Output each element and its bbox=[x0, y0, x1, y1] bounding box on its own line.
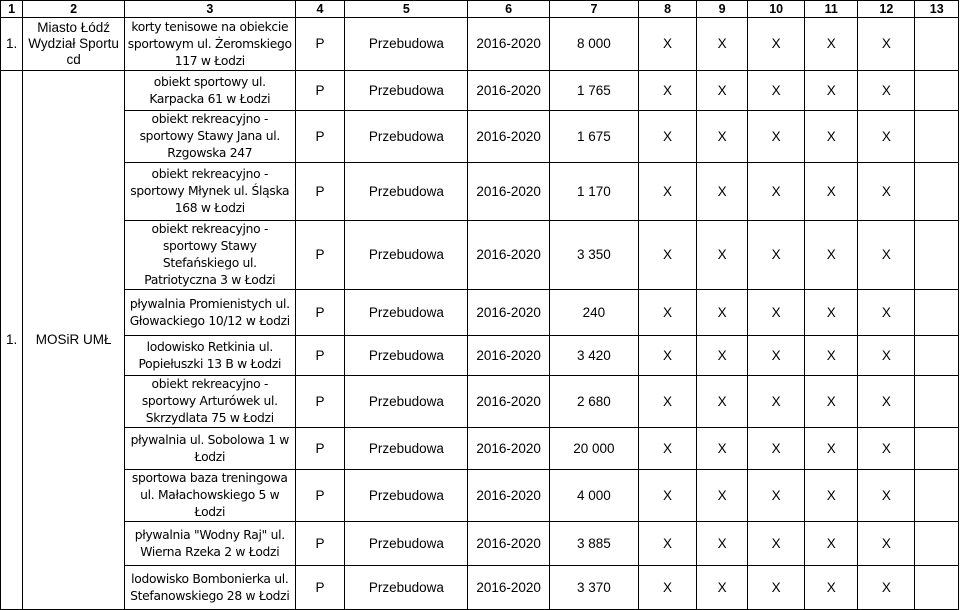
empty-cell bbox=[915, 470, 959, 522]
table-row bbox=[1, 221, 959, 290]
x-cell: X bbox=[697, 566, 748, 610]
type-cell: P bbox=[295, 522, 345, 566]
x-cell: X bbox=[638, 522, 696, 566]
object-cell: pływalnia "Wodny Raj" ul. Wierna Rzeka 2 w Łodzi bbox=[124, 522, 295, 566]
x-cell: X bbox=[748, 470, 805, 522]
empty-cell bbox=[915, 290, 959, 336]
amount-cell: 2 680 bbox=[549, 376, 638, 428]
empty-cell bbox=[915, 18, 959, 71]
amount-cell: 1 765 bbox=[549, 71, 638, 111]
x-cell: X bbox=[858, 18, 915, 71]
x-cell: X bbox=[748, 522, 805, 566]
x-cell: X bbox=[638, 71, 696, 111]
x-cell: X bbox=[697, 522, 748, 566]
column-header: 5 bbox=[345, 1, 468, 18]
table-row bbox=[1, 470, 959, 522]
type-cell: P bbox=[295, 163, 345, 221]
x-cell: X bbox=[697, 376, 748, 428]
x-cell: X bbox=[697, 111, 748, 163]
column-header: 4 bbox=[295, 1, 345, 18]
x-cell: X bbox=[858, 290, 915, 336]
x-cell: X bbox=[748, 71, 805, 111]
empty-cell bbox=[915, 376, 959, 428]
x-cell: X bbox=[748, 428, 805, 470]
scope-cell: Przebudowa bbox=[345, 522, 468, 566]
x-cell: X bbox=[858, 376, 915, 428]
amount-cell: 3 350 bbox=[549, 221, 638, 290]
column-header: 9 bbox=[697, 1, 748, 18]
x-cell: X bbox=[805, 163, 858, 221]
type-cell: P bbox=[295, 111, 345, 163]
x-cell: X bbox=[858, 566, 915, 610]
x-cell: X bbox=[858, 221, 915, 290]
x-cell: X bbox=[697, 18, 748, 71]
scope-cell: Przebudowa bbox=[345, 18, 468, 71]
table-row bbox=[1, 376, 959, 428]
x-cell: X bbox=[805, 566, 858, 610]
scope-cell: Przebudowa bbox=[345, 221, 468, 290]
period-cell: 2016-2020 bbox=[468, 470, 550, 522]
x-cell: X bbox=[858, 71, 915, 111]
x-cell: X bbox=[697, 290, 748, 336]
column-header: 2 bbox=[23, 1, 125, 18]
table-row bbox=[1, 336, 959, 376]
x-cell: X bbox=[697, 163, 748, 221]
type-cell: P bbox=[295, 290, 345, 336]
period-cell: 2016-2020 bbox=[468, 71, 550, 111]
table-row bbox=[1, 566, 959, 610]
amount-cell: 20 000 bbox=[549, 428, 638, 470]
scope-cell: Przebudowa bbox=[345, 566, 468, 610]
amount-cell: 3 885 bbox=[549, 522, 638, 566]
x-cell: X bbox=[805, 376, 858, 428]
object-cell: obiekt rekreacyjno - sportowy Arturówek ul. Skrzydlata 75 w Łodzi bbox=[124, 376, 295, 428]
period-cell: 2016-2020 bbox=[468, 290, 550, 336]
period-cell: 2016-2020 bbox=[468, 336, 550, 376]
column-header: 8 bbox=[638, 1, 696, 18]
x-cell: X bbox=[748, 290, 805, 336]
period-cell: 2016-2020 bbox=[468, 566, 550, 610]
scope-cell: Przebudowa bbox=[345, 111, 468, 163]
x-cell: X bbox=[805, 71, 858, 111]
scope-cell: Przebudowa bbox=[345, 290, 468, 336]
x-cell: X bbox=[638, 290, 696, 336]
x-cell: X bbox=[638, 18, 696, 71]
x-cell: X bbox=[805, 522, 858, 566]
object-cell: korty tenisowe na obiekcie sportowym ul. Żeromskiego 117 w Łodzi bbox=[124, 18, 295, 71]
group-number: 1. bbox=[1, 71, 23, 610]
x-cell: X bbox=[805, 18, 858, 71]
x-cell: X bbox=[805, 428, 858, 470]
amount-cell: 8 000 bbox=[549, 18, 638, 71]
amount-cell: 3 420 bbox=[549, 336, 638, 376]
period-cell: 2016-2020 bbox=[468, 221, 550, 290]
scope-cell: Przebudowa bbox=[345, 71, 468, 111]
x-cell: X bbox=[697, 71, 748, 111]
type-cell: P bbox=[295, 428, 345, 470]
table-row bbox=[1, 18, 959, 71]
x-cell: X bbox=[697, 336, 748, 376]
group-number: 1. bbox=[1, 18, 23, 71]
type-cell: P bbox=[295, 18, 345, 71]
x-cell: X bbox=[697, 470, 748, 522]
empty-cell bbox=[915, 221, 959, 290]
amount-cell: 1 170 bbox=[549, 163, 638, 221]
type-cell: P bbox=[295, 470, 345, 522]
scope-cell: Przebudowa bbox=[345, 336, 468, 376]
x-cell: X bbox=[638, 566, 696, 610]
x-cell: X bbox=[858, 470, 915, 522]
column-header: 12 bbox=[858, 1, 915, 18]
table-row bbox=[1, 163, 959, 221]
column-header: 11 bbox=[805, 1, 858, 18]
empty-cell bbox=[915, 111, 959, 163]
table-row bbox=[1, 290, 959, 336]
x-cell: X bbox=[805, 470, 858, 522]
object-cell: obiekt rekreacyjno - sportowy Stawy Stefańskiego ul. Patriotyczna 3 w Łodzi bbox=[124, 221, 295, 290]
amount-cell: 240 bbox=[549, 290, 638, 336]
object-cell: sportowa baza treningowa ul. Małachowskiego 5 w Łodzi bbox=[124, 470, 295, 522]
x-cell: X bbox=[638, 163, 696, 221]
type-cell: P bbox=[295, 376, 345, 428]
x-cell: X bbox=[748, 221, 805, 290]
x-cell: X bbox=[748, 18, 805, 71]
x-cell: X bbox=[805, 221, 858, 290]
type-cell: P bbox=[295, 71, 345, 111]
empty-cell bbox=[915, 336, 959, 376]
x-cell: X bbox=[858, 428, 915, 470]
column-header: 13 bbox=[915, 1, 959, 18]
x-cell: X bbox=[805, 336, 858, 376]
column-header: 1 bbox=[1, 1, 23, 18]
x-cell: X bbox=[748, 336, 805, 376]
group-unit: Miasto Łódź Wydział Sportu cd bbox=[23, 18, 125, 71]
period-cell: 2016-2020 bbox=[468, 522, 550, 566]
x-cell: X bbox=[858, 163, 915, 221]
period-cell: 2016-2020 bbox=[468, 376, 550, 428]
table-row bbox=[1, 71, 959, 111]
column-header: 3 bbox=[124, 1, 295, 18]
amount-cell: 1 675 bbox=[549, 111, 638, 163]
x-cell: X bbox=[858, 522, 915, 566]
x-cell: X bbox=[697, 221, 748, 290]
x-cell: X bbox=[638, 336, 696, 376]
table-row bbox=[1, 522, 959, 566]
amount-cell: 4 000 bbox=[549, 470, 638, 522]
x-cell: X bbox=[638, 376, 696, 428]
object-cell: lodowisko Bombonierka ul. Stefanowskiego 28 w Łodzi bbox=[124, 566, 295, 610]
x-cell: X bbox=[638, 111, 696, 163]
empty-cell bbox=[915, 163, 959, 221]
period-cell: 2016-2020 bbox=[468, 18, 550, 71]
x-cell: X bbox=[858, 111, 915, 163]
scope-cell: Przebudowa bbox=[345, 376, 468, 428]
amount-cell: 3 370 bbox=[549, 566, 638, 610]
x-cell: X bbox=[748, 566, 805, 610]
empty-cell bbox=[915, 522, 959, 566]
type-cell: P bbox=[295, 221, 345, 290]
object-cell: obiekt rekreacyjno - sportowy Stawy Jana ul. Rzgowska 247 bbox=[124, 111, 295, 163]
x-cell: X bbox=[858, 336, 915, 376]
table-row bbox=[1, 428, 959, 470]
x-cell: X bbox=[638, 428, 696, 470]
x-cell: X bbox=[638, 221, 696, 290]
object-cell: obiekt sportowy ul. Karpacka 61 w Łodzi bbox=[124, 71, 295, 111]
period-cell: 2016-2020 bbox=[468, 163, 550, 221]
scope-cell: Przebudowa bbox=[345, 470, 468, 522]
x-cell: X bbox=[748, 111, 805, 163]
scope-cell: Przebudowa bbox=[345, 428, 468, 470]
empty-cell bbox=[915, 566, 959, 610]
x-cell: X bbox=[697, 428, 748, 470]
period-cell: 2016-2020 bbox=[468, 111, 550, 163]
column-header: 7 bbox=[549, 1, 638, 18]
table-row bbox=[1, 111, 959, 163]
x-cell: X bbox=[638, 470, 696, 522]
x-cell: X bbox=[805, 111, 858, 163]
object-cell: pływalnia Promienistych ul. Głowackiego 10/12 w Łodzi bbox=[124, 290, 295, 336]
type-cell: P bbox=[295, 336, 345, 376]
empty-cell bbox=[915, 71, 959, 111]
type-cell: P bbox=[295, 566, 345, 610]
object-cell: lodowisko Retkinia ul. Popiełuszki 13 B w Łodzi bbox=[124, 336, 295, 376]
x-cell: X bbox=[805, 290, 858, 336]
object-cell: obiekt rekreacyjno - sportowy Młynek ul. Śląska 168 w Łodzi bbox=[124, 163, 295, 221]
object-cell: pływalnia ul. Sobolowa 1 w Łodzi bbox=[124, 428, 295, 470]
scope-cell: Przebudowa bbox=[345, 163, 468, 221]
column-number-row bbox=[1, 1, 959, 18]
x-cell: X bbox=[748, 376, 805, 428]
column-header: 6 bbox=[468, 1, 550, 18]
empty-cell bbox=[915, 428, 959, 470]
period-cell: 2016-2020 bbox=[468, 428, 550, 470]
group-unit: MOSiR UMŁ bbox=[23, 71, 125, 610]
column-header: 10 bbox=[748, 1, 805, 18]
x-cell: X bbox=[748, 163, 805, 221]
